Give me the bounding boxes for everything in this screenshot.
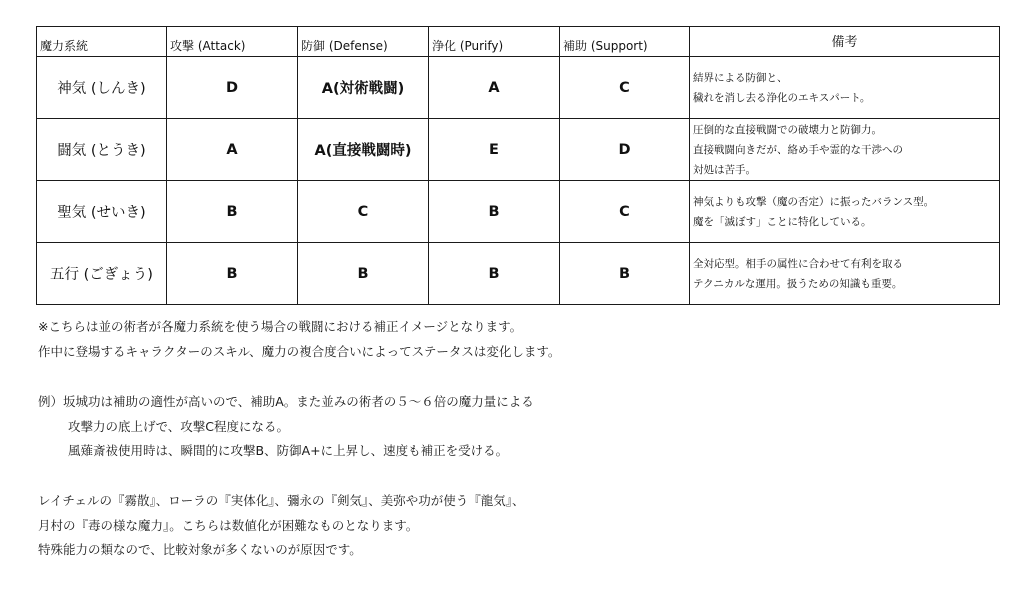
purify-grade: A	[429, 57, 560, 119]
notes-cell	[690, 181, 1000, 243]
support-grade: D	[560, 119, 690, 181]
table-row	[37, 181, 1000, 243]
header-notes: 備考	[690, 27, 1000, 57]
table-row	[37, 57, 1000, 119]
defense-grade: A(直接戦闘時)	[298, 119, 429, 181]
support-grade: C	[560, 57, 690, 119]
note-line: 結界による防御と、	[693, 71, 788, 84]
magic-system-table	[36, 26, 1000, 305]
notes-cell	[690, 119, 1000, 181]
example-paragraph	[38, 390, 534, 464]
note-paragraph	[38, 315, 560, 364]
notes-cell	[690, 243, 1000, 305]
table-header-row	[37, 27, 1000, 57]
paragraph-line: ※こちらは並の術者が各魔力系統を使う場合の戦闘における補正イメージとなります。	[38, 319, 523, 334]
paragraph-line: レイチェルの『霧散』、ローラの『実体化』、彌永の『剣気』、美弥や功が使う『龍気』、	[38, 493, 525, 508]
note-line: 神気よりも攻撃（魔の否定）に振ったバランス型。	[693, 195, 935, 208]
system-name: 神気 (しんき)	[37, 57, 167, 119]
note-line: 魔を「滅ぼす」ことに特化している。	[693, 215, 872, 228]
paragraph-line: 作中に登場するキャラクターのスキル、魔力の複合度合いによってステータスは変化します。	[38, 343, 561, 359]
header-purify: 浄化 (Purify)	[429, 27, 560, 57]
attack-grade: D	[167, 57, 298, 119]
paragraph-line: 特殊能力の類なので、比較対象が多くないのが原因です。	[38, 542, 362, 557]
defense-grade: A(対術戦闘)	[298, 57, 429, 119]
note-line: 全対応型。相手の属性に合わせて有利を取る	[693, 257, 903, 270]
paragraph-line: 風薙斎祓使用時は、瞬間的に攻撃B、防御A+に上昇し、速度も補正を受ける。	[68, 443, 509, 458]
paragraph-line: 例）坂城功は補助の適性が高いので、補助A。また並みの術者の５〜６倍の魔力量による	[38, 394, 534, 409]
system-name: 聖気 (せいき)	[37, 181, 167, 243]
purify-grade: E	[429, 119, 560, 181]
note-line: 直接戦闘向きだが、絡め手や霊的な干渉への	[693, 143, 903, 156]
attack-grade: B	[167, 181, 298, 243]
note-line: 穢れを消し去る浄化のエキスパート。	[693, 91, 871, 104]
header-system: 魔力系統	[37, 27, 167, 57]
note-line: 対処は苦手。	[693, 163, 756, 176]
header-attack: 攻撃 (Attack)	[167, 27, 298, 57]
attack-grade: A	[167, 119, 298, 181]
note-line: 圧倒的な直接戦闘での破壊力と防御力。	[693, 123, 882, 136]
support-grade: B	[560, 243, 690, 305]
paragraph-line: 攻撃力の底上げで、攻撃C程度になる。	[68, 418, 289, 434]
header-defense: 防御 (Defense)	[298, 27, 429, 57]
special-paragraph	[38, 489, 525, 563]
table-row	[37, 243, 1000, 305]
header-support: 補助 (Support)	[560, 27, 690, 57]
defense-grade: B	[298, 243, 429, 305]
purify-grade: B	[429, 181, 560, 243]
table-row	[37, 119, 1000, 181]
paragraph-line: 月村の『毒の様な魔力』。こちらは数値化が困難なものとなります。	[38, 517, 419, 533]
system-name: 五行 (ごぎょう)	[37, 243, 167, 305]
system-name: 闘気 (とうき)	[37, 119, 167, 181]
note-line: テクニカルな運用。扱うための知識も重要。	[693, 277, 903, 290]
defense-grade: C	[298, 181, 429, 243]
support-grade: C	[560, 181, 690, 243]
purify-grade: B	[429, 243, 560, 305]
attack-grade: B	[167, 243, 298, 305]
notes-cell	[690, 57, 1000, 119]
